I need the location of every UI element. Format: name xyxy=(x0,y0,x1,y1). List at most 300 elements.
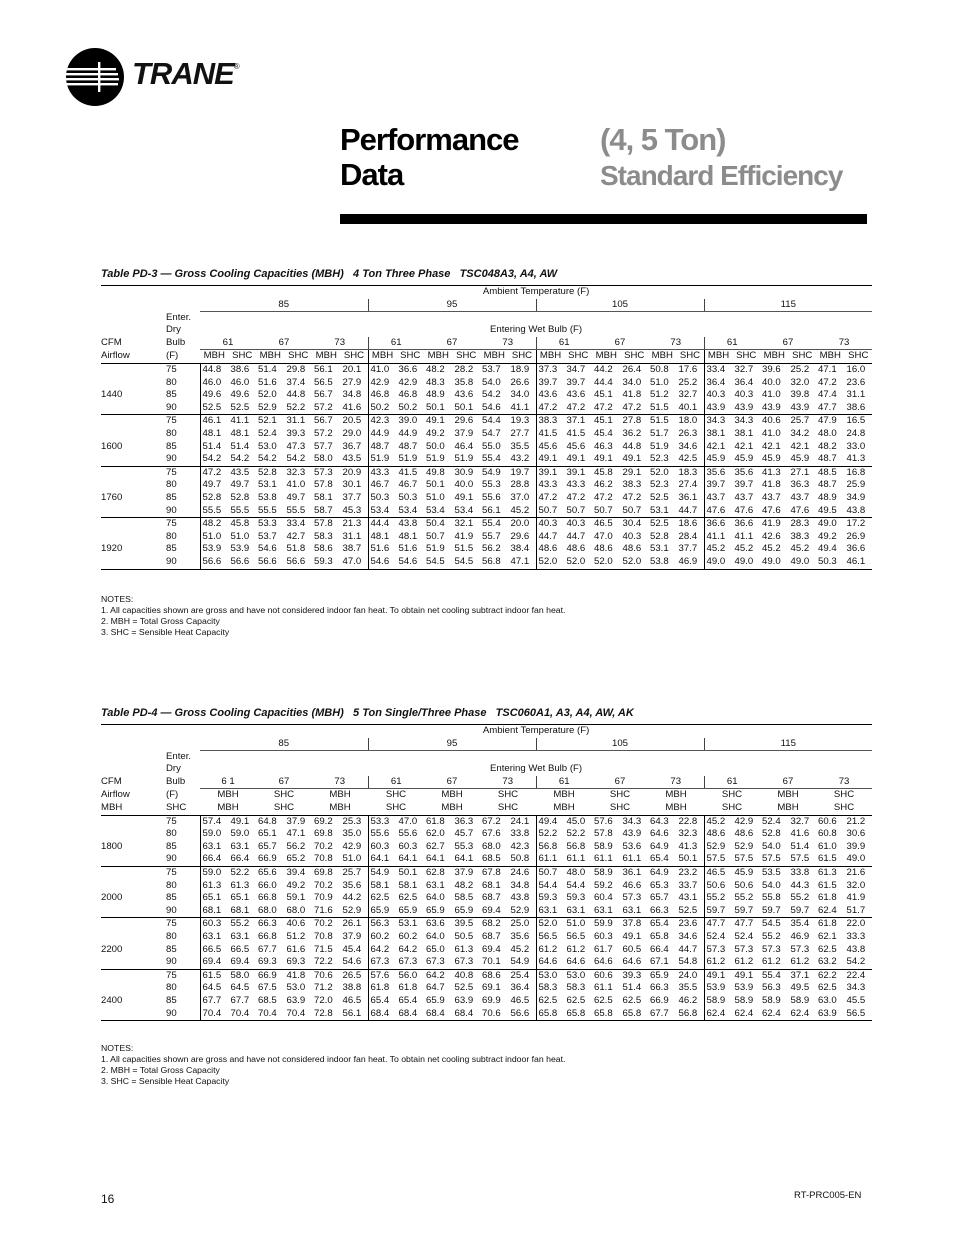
capacity-value: 61.8 xyxy=(424,815,453,828)
capacity-value: 46.1 xyxy=(200,415,229,428)
capacity-value: 51.6 xyxy=(398,543,418,555)
capacity-value: 63.1 xyxy=(594,904,613,916)
capacity-value: 25.2 xyxy=(789,364,817,377)
capacity-value: 49.1 xyxy=(622,931,642,942)
capacity-value: 42.9 xyxy=(342,840,362,852)
capacity-value: 64.6 xyxy=(594,956,613,968)
capacity-value: 59.3 xyxy=(312,556,341,569)
table-row xyxy=(101,556,872,569)
capacity-value: 63.1 xyxy=(426,879,445,891)
capacity-value: 39.7 xyxy=(734,479,754,491)
capacity-value: 47.2 xyxy=(566,401,586,413)
capacity-value: 63.1 xyxy=(200,841,229,854)
capacity-value: 45.2 xyxy=(510,943,530,955)
table-cell xyxy=(101,738,200,751)
capacity-value: 71.2 xyxy=(314,982,333,994)
capacity-value: 55.2 xyxy=(762,931,781,942)
capacity-value: 35.6 xyxy=(704,466,733,479)
capacity-value: 29.6 xyxy=(510,530,530,542)
capacity-value: 71.5 xyxy=(314,943,333,955)
capacity-value: 57.8 xyxy=(312,518,341,531)
airflow-label: Airflow xyxy=(101,350,130,362)
capacity-value: 66.9 xyxy=(650,994,669,1006)
capacity-value: 61.5 xyxy=(200,969,229,982)
capacity-value: 70.4 xyxy=(229,1008,257,1021)
capacity-value: 52.0 xyxy=(648,466,677,479)
capacity-value: 45.4 xyxy=(594,428,613,440)
mbh-header: MBH xyxy=(259,350,281,362)
capacity-value: 49.1 xyxy=(424,415,453,428)
capacity-value: 46.8 xyxy=(368,389,397,402)
capacity-value: 58.1 xyxy=(398,879,418,891)
capacity-value: 54.9 xyxy=(368,867,397,880)
dry-bulb-value: 80 xyxy=(166,879,177,891)
capacity-value: 27.4 xyxy=(678,479,698,491)
capacity-value: 50.8 xyxy=(510,853,530,865)
capacity-value: 24.8 xyxy=(846,428,866,440)
capacity-value: 46.0 xyxy=(230,376,250,388)
capacity-value: 65.9 xyxy=(368,905,397,918)
capacity-value: 46.5 xyxy=(510,994,530,1006)
capacity-value: 49.0 xyxy=(704,556,733,569)
cfm-value xyxy=(101,969,165,982)
capacity-value: 43.7 xyxy=(704,492,733,505)
capacity-value: 39.3 xyxy=(621,969,649,982)
capacity-value: 58.3 xyxy=(314,530,333,542)
capacity-value: 43.7 xyxy=(734,492,754,503)
shc-header: SHC xyxy=(343,350,365,362)
capacity-value: 55.5 xyxy=(200,505,229,518)
wet-bulb-61: 61 xyxy=(200,337,256,350)
sub-header: SHC xyxy=(721,802,743,814)
capacity-value: 58.9 xyxy=(594,840,613,852)
capacity-value: 44.7 xyxy=(678,943,698,955)
capacity-value: 46.2 xyxy=(678,994,698,1006)
capacity-value: 72.2 xyxy=(314,956,333,968)
dry-bulb-value: 75 xyxy=(165,415,200,428)
capacity-value: 48.1 xyxy=(200,428,229,441)
capacity-value: 69.2 xyxy=(312,815,341,828)
capacity-value: 41.0 xyxy=(368,364,397,377)
dry-bulb-value: 85 xyxy=(166,840,177,852)
capacity-value: 64.7 xyxy=(426,982,445,994)
capacity-value: 54.2 xyxy=(846,956,866,968)
table-row xyxy=(101,763,872,776)
capacity-value: 56.6 xyxy=(285,556,313,569)
capacity-value: 52.2 xyxy=(286,401,306,413)
table2-title: Table PD-4 — Gross Cooling Capacities (MBH) 5 Ton Single/Three Phase TSC060A1, A3, A4, AW, AK xyxy=(101,707,634,719)
capacity-value: 45.6 xyxy=(566,440,586,452)
capacity-value: 32.7 xyxy=(678,389,698,401)
capacity-value: 51.0 xyxy=(426,492,445,503)
capacity-value: 51.6 xyxy=(258,376,277,388)
table-row xyxy=(101,415,872,428)
capacity-value: 62.5 xyxy=(566,994,586,1006)
capacity-value: 54.4 xyxy=(536,880,565,893)
capacity-value: 45.8 xyxy=(229,518,257,531)
capacity-value: 46.4 xyxy=(454,440,474,452)
cfm-value: 2400 xyxy=(101,994,123,1006)
capacity-value: 27.8 xyxy=(621,415,649,428)
capacity-value: 61.2 xyxy=(790,956,810,968)
capacity-value: 55.5 xyxy=(286,504,306,516)
page-title: Performance Data xyxy=(340,122,519,192)
capacity-value: 54.6 xyxy=(368,556,397,569)
capacity-value: 70.1 xyxy=(482,956,501,968)
capacity-value: 41.8 xyxy=(762,479,781,491)
capacity-value: 56.5 xyxy=(536,931,565,944)
capacity-value: 47.7 xyxy=(733,918,761,931)
capacity-value: 31.1 xyxy=(285,415,313,428)
wet-bulb-73: 73 xyxy=(480,337,536,350)
capacity-value: 30.9 xyxy=(453,466,481,479)
table-row xyxy=(101,828,872,841)
sub-header: MBH xyxy=(217,802,239,814)
capacity-value: 59.7 xyxy=(790,904,810,916)
capacity-value: 40.1 xyxy=(678,401,698,413)
capacity-value: 42.1 xyxy=(790,440,810,452)
capacity-value: 57.8 xyxy=(594,828,613,840)
capacity-value: 39.1 xyxy=(536,466,565,479)
capacity-value: 45.9 xyxy=(762,453,781,465)
dry-bulb-value: 75 xyxy=(165,867,200,880)
capacity-value: 63.2 xyxy=(818,956,837,968)
dry-bulb-value: 80 xyxy=(166,376,177,388)
capacity-value: 29.8 xyxy=(285,364,313,377)
capacity-value: 58.9 xyxy=(592,867,621,880)
capacity-value: 47.2 xyxy=(536,492,565,505)
capacity-value: 43.8 xyxy=(510,892,530,904)
capacity-value: 34.0 xyxy=(622,376,642,388)
capacity-value: 57.3 xyxy=(734,943,754,955)
wet-bulb-73: 73 xyxy=(480,776,536,789)
capacity-value: 57.3 xyxy=(312,466,341,479)
capacity-value: 49.5 xyxy=(818,504,837,516)
dry-bulb-value: 75 xyxy=(165,466,200,479)
capacity-value: 46.7 xyxy=(398,479,418,491)
capacity-value: 51.7 xyxy=(846,904,866,916)
capacity-value: 29.0 xyxy=(342,428,362,440)
capacity-value: 58.5 xyxy=(454,892,474,904)
enter-label: Enter. xyxy=(166,311,192,323)
capacity-value: 38.3 xyxy=(536,415,565,428)
capacity-value: 68.0 xyxy=(286,904,306,916)
ambient-temp-95: 95 xyxy=(368,738,536,751)
capacity-value: 26.9 xyxy=(846,530,866,542)
capacity-value: 61.8 xyxy=(818,892,837,904)
capacity-value: 63.1 xyxy=(230,840,250,852)
dry-bulb-value: 85 xyxy=(166,492,177,503)
capacity-value: 65.8 xyxy=(621,1008,649,1021)
capacity-value: 53.8 xyxy=(258,492,277,503)
capacity-value: 69.4 xyxy=(200,956,229,969)
sub-header: SHC xyxy=(385,789,407,801)
capacity-value: 22.0 xyxy=(845,918,873,931)
capacity-value: 41.5 xyxy=(536,428,565,441)
shc-header: SHC xyxy=(288,350,309,362)
dry-bulb-value: 90 xyxy=(165,556,200,569)
capacity-value: 52.2 xyxy=(229,867,257,880)
capacity-value: 38.1 xyxy=(704,428,733,441)
capacity-value: 54.4 xyxy=(566,879,586,891)
capacity-value: 16.0 xyxy=(845,364,873,377)
capacity-value: 48.9 xyxy=(818,492,837,503)
capacity-value: 42.3 xyxy=(510,840,530,852)
capacity-value: 48.6 xyxy=(704,828,733,841)
dry-bulb-value: 75 xyxy=(165,815,200,828)
capacity-value: 52.0 xyxy=(565,556,593,569)
capacity-value: 26.3 xyxy=(678,428,698,440)
mbh-header: MBH xyxy=(368,350,397,364)
capacity-value: 48.3 xyxy=(426,376,445,388)
wet-bulb-73: 73 xyxy=(312,337,368,350)
sub-header: SHC xyxy=(833,802,855,814)
capacity-value: 39.9 xyxy=(846,840,866,852)
capacity-value: 56.3 xyxy=(762,982,781,994)
capacity-value: 41.9 xyxy=(846,892,866,904)
capacity-value: 37.8 xyxy=(621,918,649,931)
capacity-value: 48.1 xyxy=(368,531,397,544)
capacity-value: 39.6 xyxy=(760,364,789,377)
wet-bulb-73: 73 xyxy=(816,776,872,789)
table-row xyxy=(101,956,872,969)
capacity-value: 62.4 xyxy=(818,904,837,916)
capacity-value: 58.7 xyxy=(314,504,333,516)
capacity-value: 44.8 xyxy=(200,364,229,377)
capacity-value: 68.1 xyxy=(200,905,229,918)
capacity-value: 55.4 xyxy=(760,969,789,982)
capacity-value: 69.8 xyxy=(312,867,341,880)
sub-header: SHC xyxy=(273,802,295,814)
sub-header: MBH xyxy=(777,802,799,814)
capacity-value: 42.9 xyxy=(368,377,397,390)
capacity-value: 62.4 xyxy=(789,1008,817,1021)
capacity-value: 60.5 xyxy=(622,943,642,955)
capacity-value: 50.2 xyxy=(398,401,418,413)
capacity-value: 34.7 xyxy=(565,364,593,377)
capacity-value: 65.4 xyxy=(398,994,418,1006)
capacity-value: 52.0 xyxy=(536,918,565,931)
table-row xyxy=(101,543,872,556)
capacity-value: 51.2 xyxy=(286,931,306,942)
capacity-value: 37.0 xyxy=(510,492,530,503)
ambient-temp-115: 115 xyxy=(704,738,872,751)
cfm-value xyxy=(101,556,165,569)
capacity-value: 44.9 xyxy=(398,428,418,440)
capacity-value: 68.7 xyxy=(482,931,501,942)
capacity-value: 54.5 xyxy=(453,556,481,569)
capacity-value: 61.6 xyxy=(286,943,306,955)
capacity-value: 64.5 xyxy=(200,982,229,995)
capacity-value: 53.0 xyxy=(565,969,593,982)
capacity-value: 21.3 xyxy=(341,518,369,531)
capacity-value: 28.8 xyxy=(510,479,530,491)
capacity-value: 61.7 xyxy=(594,943,613,955)
capacity-value: 53.1 xyxy=(650,543,669,555)
unit-f-label: (F) xyxy=(166,350,179,362)
capacity-value: 44.8 xyxy=(286,389,306,401)
capacity-value: 18.0 xyxy=(677,415,705,428)
capacity-value: 57.2 xyxy=(314,428,333,440)
capacity-value: 57.8 xyxy=(314,479,333,491)
capacity-value: 57.6 xyxy=(592,815,621,828)
capacity-value: 34.8 xyxy=(342,389,362,401)
capacity-value: 65.6 xyxy=(256,867,285,880)
capacity-value: 21.6 xyxy=(845,867,873,880)
capacity-value: 61.0 xyxy=(818,840,837,852)
capacity-value: 49.1 xyxy=(536,453,565,466)
sub-header: MBH xyxy=(441,802,463,814)
capacity-value: 62.0 xyxy=(426,828,445,840)
capacity-value: 43.3 xyxy=(368,466,397,479)
capacity-value: 35.8 xyxy=(454,376,474,388)
sub-header: MBH xyxy=(777,789,799,801)
table-cell xyxy=(101,299,200,312)
capacity-value: 44.9 xyxy=(368,428,397,441)
capacity-value: 40.6 xyxy=(285,918,313,931)
capacity-value: 57.4 xyxy=(200,815,229,828)
capacity-value: 53.3 xyxy=(256,518,285,531)
capacity-value: 23.2 xyxy=(677,867,705,880)
capacity-value: 53.4 xyxy=(398,504,418,516)
capacity-value: 67.3 xyxy=(398,956,418,968)
capacity-value: 37.9 xyxy=(453,867,481,880)
capacity-value: 68.6 xyxy=(480,969,509,982)
capacity-value: 34.6 xyxy=(678,931,698,942)
table-row xyxy=(101,466,872,479)
capacity-value: 16.5 xyxy=(845,415,873,428)
capacity-value: 65.1 xyxy=(200,892,229,905)
cfm-value xyxy=(101,905,165,918)
capacity-value: 61.3 xyxy=(454,943,474,955)
capacity-value: 40.3 xyxy=(622,530,642,542)
capacity-value: 48.6 xyxy=(734,828,754,840)
capacity-value: 39.5 xyxy=(453,918,481,931)
capacity-value: 48.7 xyxy=(368,441,397,454)
capacity-value: 45.9 xyxy=(733,867,761,880)
capacity-value: 20.5 xyxy=(341,415,369,428)
table2 xyxy=(101,724,872,1021)
capacity-value: 39.7 xyxy=(536,377,565,390)
capacity-value: 47.0 xyxy=(594,530,613,542)
capacity-value: 37.4 xyxy=(286,376,306,388)
capacity-value: 40.3 xyxy=(536,518,565,531)
capacity-value: 61.1 xyxy=(566,853,586,865)
capacity-value: 46.1 xyxy=(845,556,873,569)
capacity-value: 19.7 xyxy=(509,466,537,479)
capacity-value: 35.6 xyxy=(342,879,362,891)
capacity-value: 66.4 xyxy=(200,853,229,866)
capacity-value: 50.5 xyxy=(454,931,474,942)
mbh-header: MBH xyxy=(203,350,225,362)
capacity-value: 49.1 xyxy=(594,453,613,465)
capacity-value: 63.0 xyxy=(818,994,837,1006)
shc-label: SHC xyxy=(166,802,187,814)
table-row xyxy=(101,738,872,751)
capacity-value: 69.3 xyxy=(286,956,306,968)
capacity-value: 53.7 xyxy=(258,530,277,542)
capacity-value: 47.2 xyxy=(818,376,837,388)
capacity-value: 66.5 xyxy=(200,944,229,957)
capacity-value: 51.5 xyxy=(650,401,669,413)
capacity-value: 35.5 xyxy=(510,440,530,452)
capacity-value: 58.0 xyxy=(229,969,257,982)
capacity-value: 23.6 xyxy=(677,918,705,931)
capacity-value: 34.8 xyxy=(510,879,530,891)
capacity-value: 47.1 xyxy=(509,556,537,569)
capacity-value: 60.3 xyxy=(398,840,418,852)
mbh-label: MBH xyxy=(101,802,123,814)
capacity-value: 33.4 xyxy=(704,364,733,377)
table-row xyxy=(101,402,872,415)
sub-header: MBH xyxy=(553,802,575,814)
table-row xyxy=(101,789,872,802)
capacity-value: 56.8 xyxy=(536,841,565,854)
capacity-value: 66.9 xyxy=(258,853,277,865)
capacity-value: 67.3 xyxy=(426,956,445,968)
table1-notes: NOTES: 1. All capacities shown are gross and have not considered indoor fan heat. To obtain net cooling subtract indoor fan heat. 2. MBH = Total Gross Capacity 3. SHC = Sensible Heat Capacity xyxy=(101,594,566,637)
capacity-value: 45.9 xyxy=(734,453,754,465)
capacity-value: 68.0 xyxy=(258,904,277,916)
capacity-value: 58.1 xyxy=(314,492,333,503)
capacity-value: 64.6 xyxy=(536,956,565,969)
capacity-value: 57.5 xyxy=(734,853,754,865)
capacity-value: 49.6 xyxy=(200,389,229,402)
capacity-value: 36.6 xyxy=(733,518,761,531)
capacity-value: 32.7 xyxy=(733,364,761,377)
capacity-value: 47.0 xyxy=(397,815,425,828)
capacity-value: 67.7 xyxy=(200,995,229,1008)
capacity-value: 66.8 xyxy=(258,892,277,904)
capacity-value: 52.5 xyxy=(200,402,229,415)
capacity-value: 67.2 xyxy=(480,815,509,828)
cfm-value: 2200 xyxy=(101,943,123,955)
capacity-value: 43.8 xyxy=(397,518,425,531)
capacity-value: 23.6 xyxy=(846,376,866,388)
capacity-value: 41.8 xyxy=(622,389,642,401)
capacity-value: 51.4 xyxy=(230,440,250,452)
capacity-value: 52.0 xyxy=(592,556,621,569)
capacity-value: 20.1 xyxy=(341,364,369,377)
capacity-value: 58.9 xyxy=(762,994,781,1006)
capacity-value: 69.4 xyxy=(482,904,501,916)
capacity-value: 53.0 xyxy=(258,440,277,452)
capacity-value: 46.5 xyxy=(592,518,621,531)
sub-header: MBH xyxy=(441,789,463,801)
ambient-temp-85: 85 xyxy=(200,299,368,312)
table-row xyxy=(101,815,872,828)
capacity-value: 33.0 xyxy=(846,440,866,452)
dry-bulb-value: 85 xyxy=(166,440,177,452)
table-row xyxy=(101,364,872,377)
capacity-value: 68.4 xyxy=(424,1008,453,1021)
capacity-value: 37.3 xyxy=(536,364,565,377)
capacity-value: 53.7 xyxy=(480,364,509,377)
capacity-value: 36.6 xyxy=(846,543,866,555)
capacity-value: 65.1 xyxy=(230,892,250,904)
capacity-value: 54.6 xyxy=(342,956,362,968)
sub-header: MBH xyxy=(329,802,351,814)
capacity-value: 18.9 xyxy=(509,364,537,377)
title-rule xyxy=(340,214,867,224)
capacity-value: 50.1 xyxy=(454,401,474,413)
capacity-value: 54.4 xyxy=(480,415,509,428)
cfm-value xyxy=(101,466,165,479)
capacity-value: 47.2 xyxy=(622,492,642,503)
capacity-value: 66.3 xyxy=(650,982,669,994)
capacity-value: 66.4 xyxy=(650,943,669,955)
capacity-value: 59.7 xyxy=(704,905,733,918)
